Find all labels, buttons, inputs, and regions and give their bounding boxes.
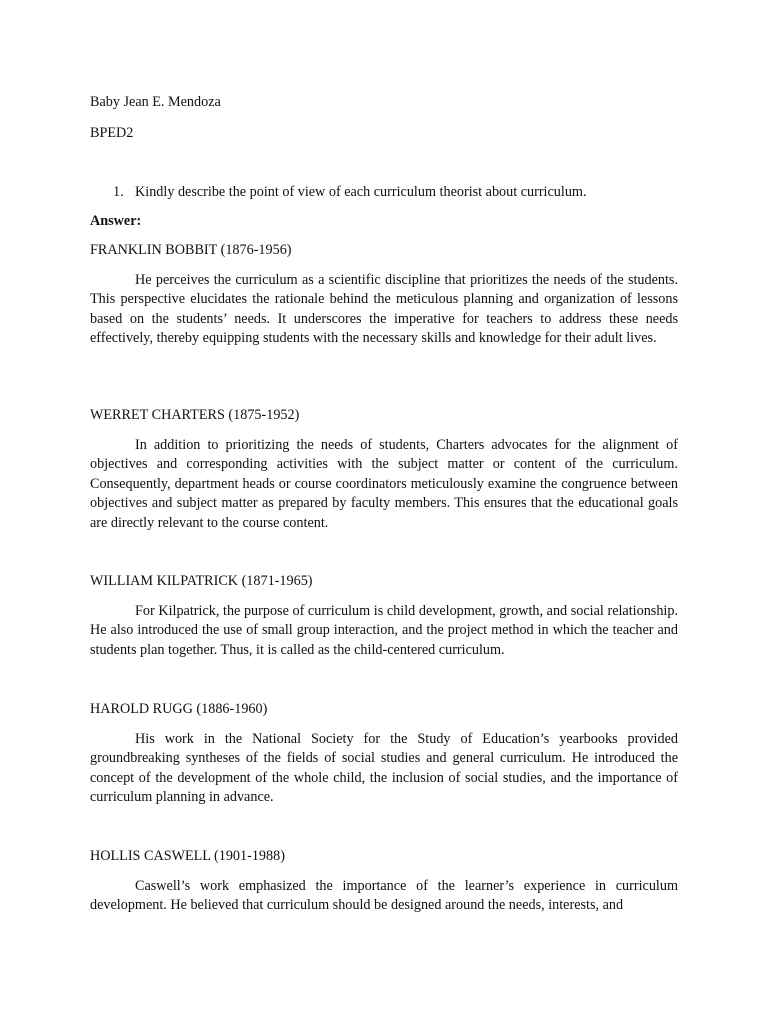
theorist-description: He perceives the curriculum as a scientific discipline that prioritizes the needs of the students. This perspective elucidates the rationale behind the meticulous planning and organization of lessons based on the students’ needs. It underscores the imperative for teachers to address these needs effectively, thereby equipping students with the necessary skills and knowledge for their adult lives. [90, 272, 678, 347]
question-item [113, 183, 587, 202]
theorist-description: For Kilpatrick, the purpose of curriculum is child development, growth, and social relationship. He also introduced the use of small group interaction, and the project method in which the teacher and students plan together. Thus, it is called as the child-centered curriculum. [90, 603, 678, 658]
answer-label: Answer: [90, 213, 142, 229]
theorist-description: Caswell’s work emphasized the importance of the learner’s experience in curriculum development. He believed that curriculum should be designed around the needs, interests, and [90, 878, 678, 914]
theorist-heading: FRANKLIN BOBBIT (1876-1956) [90, 242, 292, 258]
section-label: BPED2 [90, 125, 134, 141]
question-number: 1. [113, 184, 124, 200]
theorist-description: In addition to prioritizing the needs of students, Charters advocates for the alignment of objectives and corresponding activities with the subject matter or content of the curriculum. Consequently, department heads or course coordinators meticulously examine the congruence between objectives and subject matter as prepared by faculty members. This ensures that the educational goals are directly relevant to the course content. [90, 437, 678, 531]
theorist-heading: WILLIAM KILPATRICK (1871-1965) [90, 573, 313, 589]
theorist-heading: HAROLD RUGG (1886-1960) [90, 701, 268, 717]
question-text: Kindly describe the point of view of each curriculum theorist about curriculum. [135, 184, 587, 200]
theorist-heading: HOLLIS CASWELL (1901-1988) [90, 848, 285, 864]
theorist-description: His work in the National Society for the Study of Education’s yearbooks provided groundbreaking syntheses of the fields of social studies and general curriculum. He introduced the concept of the development of the whole child, the inclusion of social studies, and the importance of curriculum planning in advance. [90, 731, 678, 806]
theorist-heading: WERRET CHARTERS (1875-1952) [90, 407, 300, 423]
author-name: Baby Jean E. Mendoza [90, 94, 221, 110]
